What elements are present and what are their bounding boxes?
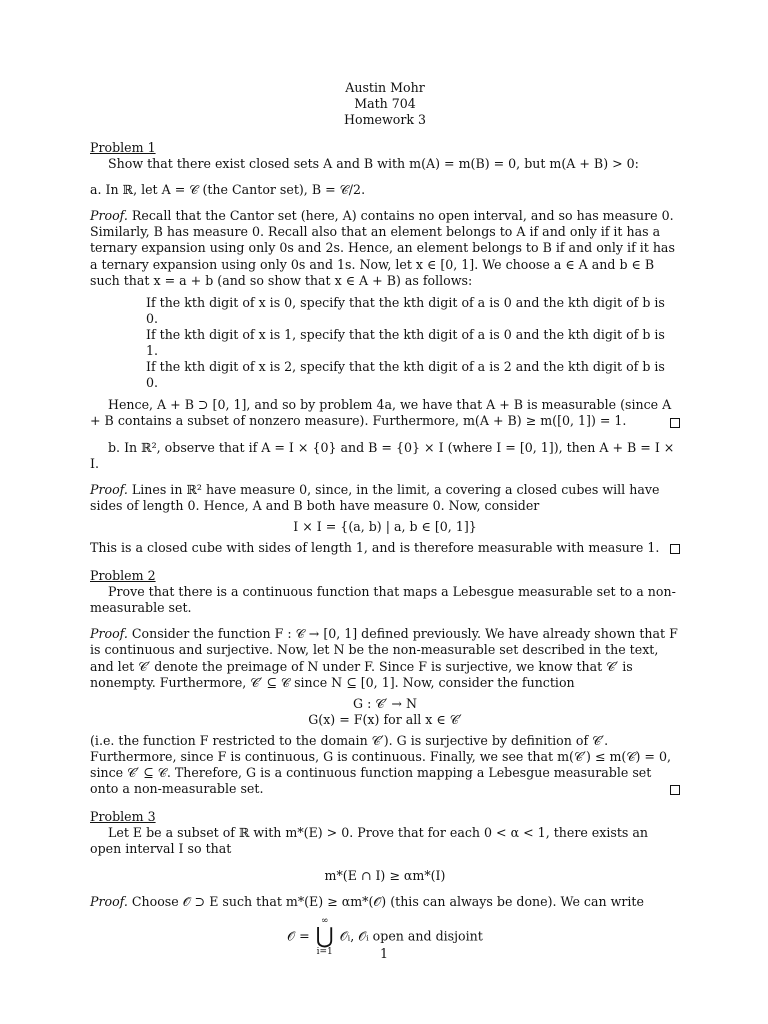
problem-1-part-b: b. In ℝ², observe that if A = I × {0} and B = {0} × I (where I = [0, 1]), then A + B = I × I. xyxy=(90,439,675,471)
qed-square-icon xyxy=(670,544,680,554)
problem-2-heading: Problem 2 xyxy=(90,568,156,584)
union-lhs: 𝒪 = xyxy=(287,928,310,944)
document-page xyxy=(90,80,680,963)
proof-a-text: Recall that the Cantor set (here, A) contains no open interval, and so has measure 0. Similarly, B has measure 0. Recall also that an element belongs to A if and only if it has a ternary expansion using only 0s and 2s. Hence, an element belongs to B if and only if it has a ternary expansion using only 0s and 1s. Now, let x ∈ [0, 1]. We choose a ∈ A and b ∈ B such that x = a + b (and so show that x ∈ A + B) as follows: xyxy=(90,208,675,288)
proof-label: Proof. xyxy=(90,208,128,224)
conclusion-a-text: Hence, A + B ⊃ [0, 1], and so by problem 4a, we have that A + B is measurable (since A + B contains a subset of nonzero measure). Furthermore, m(A + B) ≥ m([0, 1]) = 1. xyxy=(90,397,672,429)
problem-1-conclusion-a xyxy=(90,397,680,429)
problem-2-proof xyxy=(90,626,680,690)
proof-label: Proof. xyxy=(90,893,128,909)
proof-2-text: Consider the function F : 𝒞 → [0, 1] defined previously. We have already shown that F is continuous and surjective. Now, let N be the non-measurable set described in the text, and let 𝒞′ denote the preimage of N under F. Since F is surjective, we know that 𝒞′ is nonempty. Furthermore, 𝒞′ ⊆ 𝒞 since N ⊆ [0, 1]. Now, consider the function xyxy=(90,626,678,690)
union-rhs: 𝒪ᵢ, 𝒪ᵢ open and disjoint xyxy=(339,928,483,944)
union-operator: ⋃ xyxy=(315,923,334,949)
conclusion-2-text: (i.e. the function F restricted to the domain 𝒞′). G is surjective by definition of 𝒞′. Furthermore, since F is continuous, G is continuous. Finally, we see that m(𝒞′) ≤ m(𝒞) = 0, since 𝒞′ ⊆ 𝒞. Therefore, G is a continuous function mapping a Lebesgue measurable set onto a non-measurable set. xyxy=(90,732,671,797)
proof-label: Proof. xyxy=(90,626,128,642)
problem-2-statement: Prove that there is a continuous function that maps a Lebesgue measurable set to a non-measurable set. xyxy=(90,584,676,616)
union-lower-limit: i=1 xyxy=(316,946,333,957)
problem-3-proof xyxy=(90,894,680,910)
problem-1-part-a: a. In ℝ, let A = 𝒞 (the Cantor set), B = 𝒞/2. xyxy=(90,182,366,198)
problem-1-proof-a xyxy=(90,208,680,288)
problem-1-proof-b xyxy=(90,482,680,514)
display-equation: G(x) = F(x) for all x ∈ 𝒞′ xyxy=(308,711,462,727)
qed-square-icon xyxy=(670,418,680,428)
digit-case: If the kth digit of x is 1, specify that the kth digit of a is 0 and the kth digit of b is 1. xyxy=(146,326,665,359)
display-equation: m*(E ∩ I) ≥ αm*(I) xyxy=(324,867,446,883)
document-header xyxy=(90,80,680,128)
problem-3-statement: Let E be a subset of ℝ with m*(E) > 0. Prove that for each 0 < α < 1, there exists an open interval I so that xyxy=(90,825,648,857)
problem-1-conclusion-b xyxy=(90,540,680,556)
conclusion-b-text: This is a closed cube with sides of length 1, and is therefore measurable with measure 1. xyxy=(90,539,660,555)
problem-1-heading: Problem 1 xyxy=(90,140,156,155)
problem-2-conclusion xyxy=(90,733,680,797)
assignment-title: Homework 3 xyxy=(344,112,426,127)
digit-cases xyxy=(90,295,680,392)
union-upper-limit: ∞ xyxy=(320,915,329,926)
author-name: Austin Mohr xyxy=(345,80,425,95)
page-number: 1 xyxy=(379,946,388,961)
qed-square-icon xyxy=(670,785,680,795)
proof-label: Proof. xyxy=(90,481,128,497)
proof-b-text: Lines in ℝ² have measure 0, since, in the limit, a covering a closed cubes will have sides of length 0. Hence, A and B both have measure 0. Now, consider xyxy=(90,481,660,513)
problem-3-heading: Problem 3 xyxy=(90,809,156,825)
course-name: Math 704 xyxy=(354,96,416,111)
digit-case: If the kth digit of x is 0, specify that the kth digit of a is 0 and the kth digit of b is 0. xyxy=(146,294,665,326)
display-equation: G : 𝒞′ → N xyxy=(353,695,417,711)
problem-1-statement: Show that there exist closed sets A and B with m(A) = m(B) = 0, but m(A + B) > 0: xyxy=(108,156,639,172)
proof-3-text: Choose 𝒪 ⊃ E such that m*(E) ≥ αm*(𝒪) (this can always be done). We can write xyxy=(131,893,644,909)
display-equation: I × I = {(a, b) | a, b ∈ [0, 1]} xyxy=(293,518,477,534)
digit-case: If the kth digit of x is 2, specify that the kth digit of a is 2 and the kth digit of b is 0. xyxy=(146,359,665,391)
